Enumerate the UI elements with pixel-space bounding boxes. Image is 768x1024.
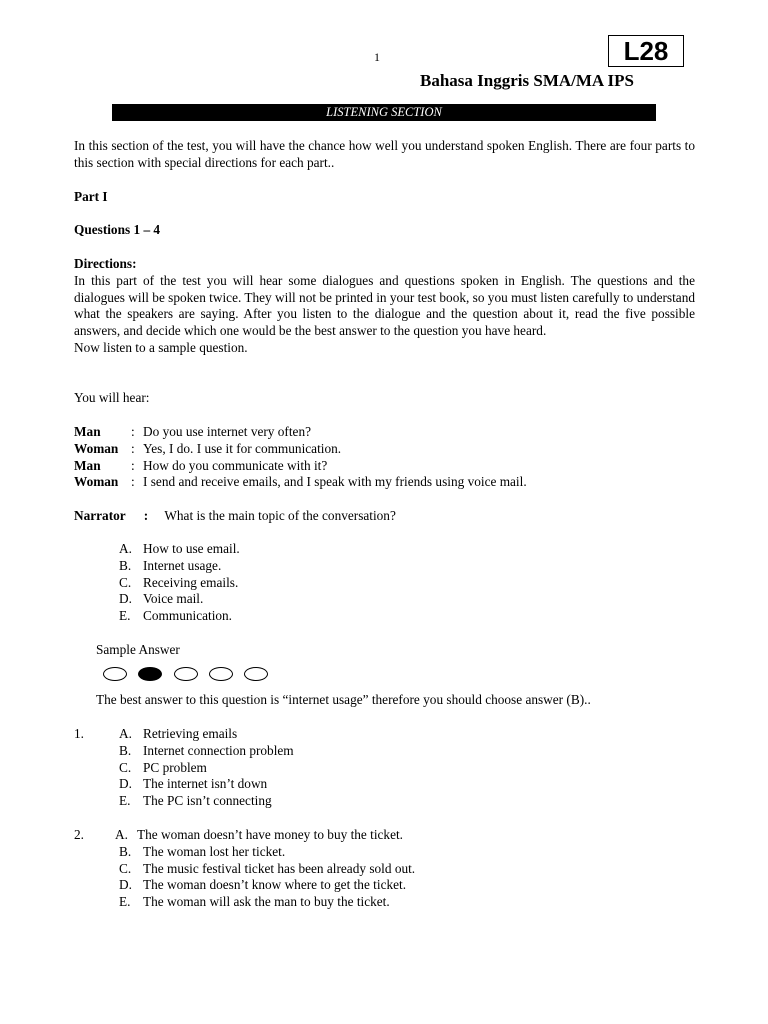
answer-bubble-b[interactable] — [138, 667, 162, 681]
answer-bubble-d[interactable] — [209, 667, 233, 681]
option-text: PC problem — [143, 759, 207, 775]
intro-paragraph: In this section of the test, you will have the chance how well you understand spoken English. There are four parts to this section with special directions for each part.. — [74, 138, 695, 170]
option-text: The woman lost her ticket. — [143, 843, 286, 859]
option-letter: E. — [119, 793, 131, 809]
option-text: The woman will ask the man to buy the ticket. — [143, 894, 390, 910]
option-letter: C. — [119, 759, 132, 775]
sample-dialogue — [74, 424, 527, 491]
option-letter: A. — [115, 827, 128, 842]
option-letter: B. — [119, 742, 132, 758]
option-letter: B. — [119, 557, 132, 573]
dialogue-text: I send and receive emails, and I speak with my friends using voice mail. — [143, 474, 527, 490]
option-item — [119, 894, 415, 911]
dialogue-line: Man : Do you use internet very often? — [74, 424, 312, 439]
directions-block — [74, 256, 695, 357]
option-item — [119, 760, 294, 777]
speaker-label: Woman — [74, 440, 119, 456]
option-item — [119, 575, 240, 592]
option-item — [119, 726, 294, 743]
dialogue-line: Woman : I send and receive emails, and I speak with my friends using voice mail. — [74, 474, 527, 490]
page-number: 1 — [374, 50, 380, 64]
speaker-label: Man — [74, 457, 101, 473]
option-item — [119, 608, 240, 625]
best-answer-note: The best answer to this question is “internet usage” therefore you should choose answer (B).. — [96, 692, 591, 707]
option-letter: B. — [119, 843, 132, 859]
option-letter: E. — [119, 894, 131, 910]
option-item — [119, 743, 294, 760]
narrator-label: Narrator — [74, 508, 126, 523]
option-letter: A. — [119, 541, 132, 556]
question-number: 2. — [74, 827, 84, 842]
directions-text: In this part of the test you will hear some dialogues and questions spoken in English. The questions and the dialogues will be spoken twice. They will not be printed in your test book, so you must listen carefully to understand what the speakers are saying. After you listen to the dialogue and the question about it, read the five possible answers, and decide which one would be the best answer to the question you have heard. — [74, 272, 695, 339]
answer-bubble-e[interactable] — [244, 667, 268, 681]
option-text: The PC isn’t connecting — [143, 793, 272, 809]
dialogue-line: Man : How do you communicate with it? — [74, 457, 328, 473]
question-2-options — [115, 827, 416, 911]
option-item — [119, 861, 415, 878]
option-letter: C. — [119, 574, 132, 590]
option-item — [119, 558, 240, 575]
section-title-bar: LISTENING SECTION — [112, 104, 656, 121]
option-letter: D. — [119, 776, 132, 792]
you-will-hear-label: You will hear: — [74, 390, 150, 405]
speaker-label: Man — [74, 424, 101, 439]
option-text: The internet isn’t down — [143, 776, 268, 792]
option-text: Voice mail. — [143, 591, 204, 607]
answer-bubble-a[interactable] — [103, 667, 127, 681]
option-text: Communication. — [143, 608, 233, 624]
dialogue-line: Woman : Yes, I do. I use it for communication. — [74, 440, 342, 456]
answer-bubble-c[interactable] — [174, 667, 198, 681]
option-letter: D. — [119, 591, 132, 607]
option-item — [119, 877, 415, 894]
part-heading: Part I — [74, 189, 108, 204]
option-letter: D. — [119, 877, 132, 893]
narrator-question: What is the main topic of the conversation? — [164, 508, 396, 523]
dialogue-text: Do you use internet very often? — [143, 424, 312, 439]
option-text: Internet connection problem — [143, 742, 294, 758]
option-letter: C. — [119, 860, 132, 876]
option-text: Retrieving emails — [143, 726, 238, 741]
option-item — [119, 776, 294, 793]
option-item — [119, 844, 415, 861]
narrator-line — [74, 508, 396, 525]
subject-title: Bahasa Inggris SMA/MA IPS — [420, 71, 634, 90]
option-item — [119, 541, 240, 558]
narrator-colon: : — [143, 508, 149, 523]
option-item — [119, 793, 294, 810]
question-1-options — [119, 726, 294, 810]
option-text: The woman doesn’t have money to buy the ticket. — [137, 827, 403, 842]
option-text: The woman doesn’t know where to get the ticket. — [143, 877, 407, 893]
option-letter: E. — [119, 608, 131, 624]
questions-range-heading: Questions 1 – 4 — [74, 222, 161, 237]
option-text: The music festival ticket has been already sold out. — [143, 860, 416, 876]
option-text: Internet usage. — [143, 557, 222, 573]
directions-label: Directions: — [74, 256, 137, 271]
sample-options-list — [119, 541, 240, 625]
dialogue-text: Yes, I do. I use it for communication. — [143, 440, 342, 456]
option-item — [119, 591, 240, 608]
option-letter: A. — [119, 726, 132, 741]
sample-answer-label: Sample Answer — [96, 642, 180, 657]
question-number: 1. — [74, 726, 84, 741]
exam-code-box: L28 — [608, 35, 684, 67]
option-text: Receiving emails. — [143, 574, 239, 590]
now-listen-text: Now listen to a sample question. — [74, 339, 248, 355]
speaker-label: Woman — [74, 474, 119, 490]
option-text: How to use email. — [143, 541, 240, 556]
option-item — [115, 827, 415, 844]
dialogue-text: How do you communicate with it? — [143, 457, 328, 473]
